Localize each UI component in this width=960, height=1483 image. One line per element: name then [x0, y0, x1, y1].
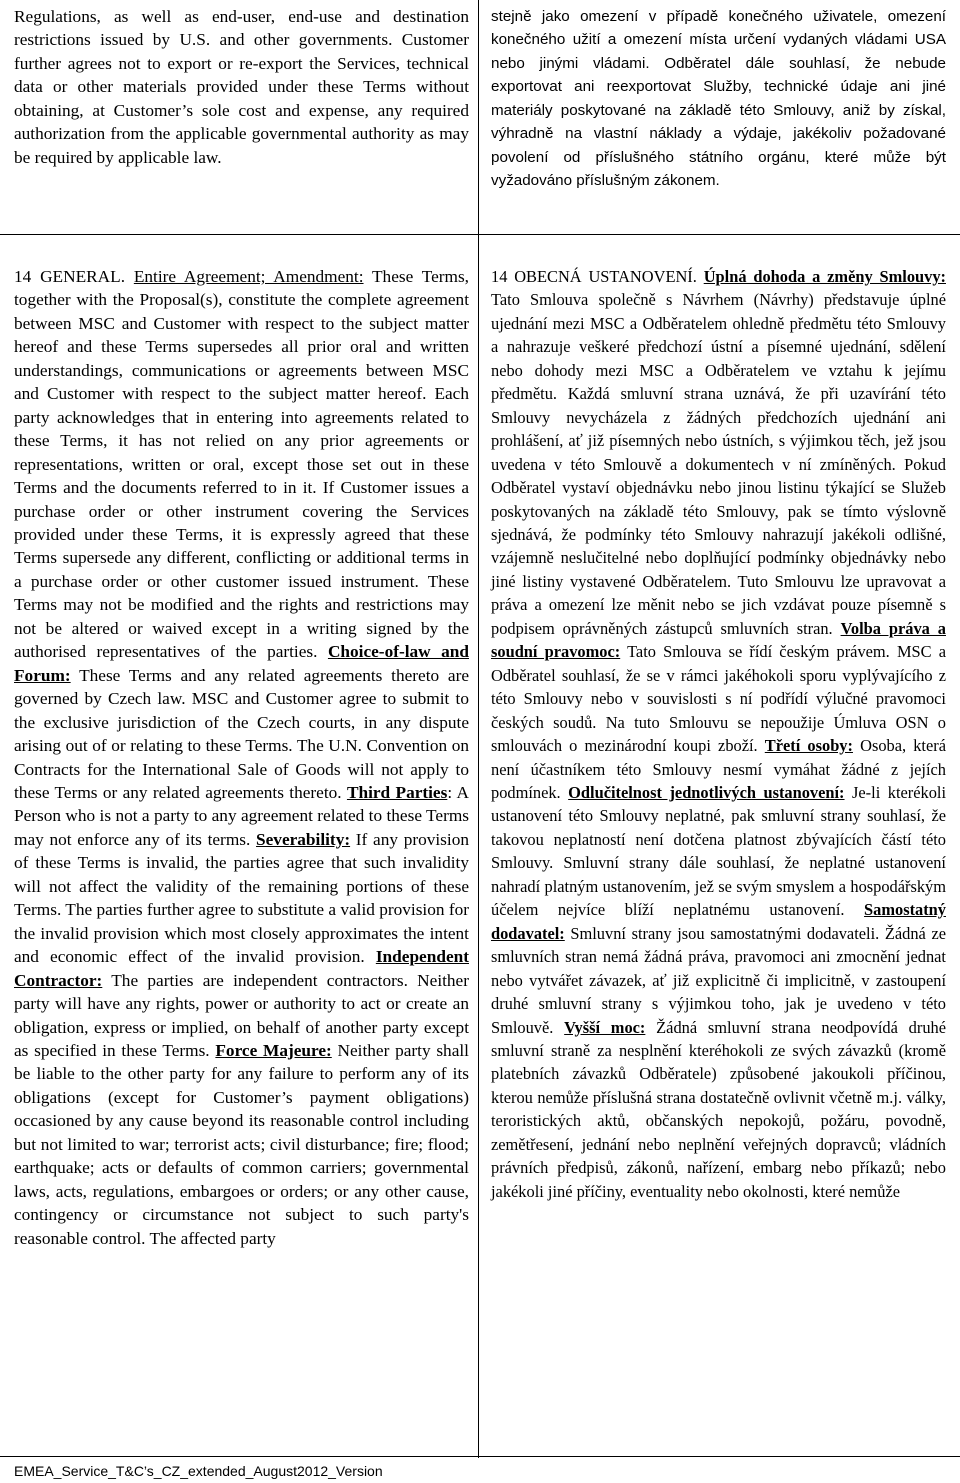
clause-title-entire-agreement-cz: Úplná dohoda a změny Smlouvy: — [703, 267, 946, 286]
top-right-text: stejně jako omezení v případě konečného uživatele, omezení konečného užití a omezení místa určení vydaných vládami USA nebo jinými vládami. Odběratel dále souhlasí, že nebude exportovat ani reexportovat Služby, technické údaje ani jiné materiály poskytované na základě této Smlouvy, aniž by získal, výhradně na vlastní náklady a výdaje, jakékoliv požadované povolení od příslušného státního orgánu, které může být vyžadováno příslušným zákonem. — [491, 8, 946, 190]
section-heading: 14 GENERAL. — [14, 267, 126, 286]
clause-title-third-parties-cz: Třetí osoby: — [764, 736, 853, 756]
clause-title-choice-of-law-cz: Volba práva a soudní pravomoc: — [491, 618, 946, 662]
clause-title-severability: Severability: — [256, 829, 351, 849]
clause-title-entire-agreement: Entire Agreement; Amendment: — [133, 267, 364, 286]
top-left-text: Regulations, as well as end-user, end-use and destination restrictions issued by U.S. and other governments. Customer further agrees not to export or re-export the Services, technical data or other materials provided under these Terms without obtaining, at Customer’s sole cost and expense, any required authorization from the applicable governmental authority as may be required by applicable law. — [14, 7, 469, 167]
section-14-czech: 14 OBECNÁ USTANOVENÍ. Úplná dohoda a změny Smlouvy: Tato Smlouva společně s Návrhem (Návrhy) představuje úplné ujednání mezi MSC a Odběratelem ohledně předmětu této Smlouvy a nahrazuje veškeré předchozí ústní a písemné ujednání, sdělení nebo dohody mezi MSC a Odběratelem ve vztahu k jejímu předmětu. Každá smluvní strana uznává, že při uzavírání této Smlouvy nevycházela z žádných předchozích ujednání ani prohlášení, ať již písemných nebo ústních, s výjimkou těch, jež jsou uvedena v této Smlouvě a dokumentech v ní zmíněných. Pokud Odběratel vystaví objednávku nebo jinou listinu týkající se Služeb poskytovaných na základě této Smlouvy, pak se tímto výslovně sjednává, že podmínky této Smlouvy nahrazují jakékoli odlišné, vzájemně neslučitelné nebo doplňující podmínky objednávky nebo jiné listiny vystavené Odběratelem. Tuto Smlouvu lze upravovat a práva a omezení lze měnit nebo se jich vzdávat pouze písemně s podpisem oprávněných zástupců smluvních stran. Volba práva a soudní pravomoc: Tato Smlouva se řídí českým právem. MSC a Odběratel souhlasí, že se v rámci jakéhokoli sporu vyplývajícího z této Smlouvy nebo v souvislosti s ní podřídí výlučné pravomoci českých soudů. Na tuto Smlouvu se nepoužije Úmluva OSN o smlouvách o mezinárodní koupi zboží. Třetí osoby: Osoba, která není účastníkem této Smlouvy nesmí vymáhat žádné z jejích podmínek. Odlučitelnost jednotlivých ustanovení: Je-li kterékoli ustanovení této Smlouvy neplatné, pak smluvní strany souhlasí, že takovou neplatností není dotčena platnost zbývajících částí této Smlouvy. Smluvní strany dále souhlasí, že neplatné ustanovení nahradí platným ustanovením, jež se svým smyslem a hospodářským účelem nejvíce blíží neplatnému ustanovení. Samostatný dodavatel: Smluvní strany jsou samostatnými dodavateli. Žádná ze smluvních stran nemá žádná práva, pravomoci ani zmocnění jednat nebo vytvářet závazek, ať již explicitně či implicitně, v zastoupení druhé smluvní strany s výjimkou toho, jak je uvedeno v této Smlouvě. Vyšší moc: Žádná smluvní strana neodpovídá druhé smluvní straně za nesplnění kteréhokoli ze svých závazků (kromě platebních závazků Odběratele) způsobené jakoukoli příčinou, kterou nemůže příslušná strana dostatečně ovlivnit včetně m.j. války, teroristických aktů, občanských nepokojů, požáru, povodně, zemětřesení, jednání nebo neplnění veřejných dopravců; vládních právních předpisů, zákonů, nařízení, embarg nebo příkazů; nebo jakékoli jiné příčiny, eventuality nebo okolnosti, které nemůže — [491, 267, 947, 1201]
clause-title-severability-cz: Odlučitelnost jednotlivých ustanovení: — [568, 782, 845, 802]
document-version-footer: EMEA_Service_T&C’s_CZ_extended_August2012_Version — [14, 1463, 383, 1479]
section-heading-cz: 14 OBECNÁ USTANOVENÍ. — [491, 267, 697, 286]
footer-divider — [0, 1456, 960, 1457]
clause-title-independent-contractor-cz: Samostatný dodavatel: — [491, 900, 946, 943]
section-14-english: 14 GENERAL. Entire Agreement; Amendment: These Terms, together with the Proposal(s), constitute the complete agreement between MSC and Customer with respect to the subject matter hereof and these Terms supersedes all prior oral and written understandings, communications or agreements between MSC and Customer with respect to the subject matter hereof. Each party acknowledges that in entering into agreements related to these Terms, it has not relied on any prior agreements or representations, written or oral, except those set out in these Terms and the documents referred to in it. If Customer issues a purchase order or other instrument covering the Services provided under these Terms, it is expressly agreed that these Terms supersede any different, conflicting or additional terms in a purchase order or other customer issued instrument. These Terms may not be modified and the rights and restrictions may not be altered or waived except in a writing signed by the authorised representatives of the parties. Choice-of-law and Forum: These Terms and any related agreements thereto are governed by Czech law. MSC and Customer agree to submit to the exclusive jurisdiction of the Czech courts, in any dispute arising out of or relating to these Terms. The U.N. Convention on Contracts for the International Sale of Goods will not apply to these Terms or any related agreements thereto. Third Parties: A Person who is not a party to any agreement related to these Terms may not enforce any of its terms. Severability: If any provision of these Terms is invalid, the parties agree that such invalidity will not affect the validity of the remaining portions of these Terms. The parties further agree to substitute a valid provision for the invalid provision which most closely approximates the intent and economic effect of the invalid provision. Independent Contractor: The parties are independent contractors. Neither party will have any rights, power or authority to act or create an obligation, express or implied, on behalf of another party except as specified in these Terms. Force Majeure: Neither party shall be liable to the other party for any failure to perform any of its obligations (except for Customer’s payment obligations) occasioned by any cause beyond its reasonable control including but not limited to war; terrorist acts; civil disturbance; fire; flood; earthquake; acts or defaults of common carriers; governmental laws, acts, regulations, embargoes or orders; or any other cause, contingency or circumstance not subject to such party's reasonable control. The affected party — [14, 267, 470, 1248]
clause-title-independent-contractor: Independent Contractor: — [14, 947, 469, 990]
clause-title-third-parties: Third Parties — [346, 782, 448, 802]
row-divider — [0, 234, 960, 235]
clause-title-force-majeure: Force Majeure: — [215, 1040, 332, 1060]
column-divider — [478, 0, 479, 1458]
clause-title-force-majeure-cz: Vyšší moc: — [564, 1017, 646, 1037]
clause-title-choice-of-law: Choice-of-law and Forum: — [14, 642, 469, 685]
